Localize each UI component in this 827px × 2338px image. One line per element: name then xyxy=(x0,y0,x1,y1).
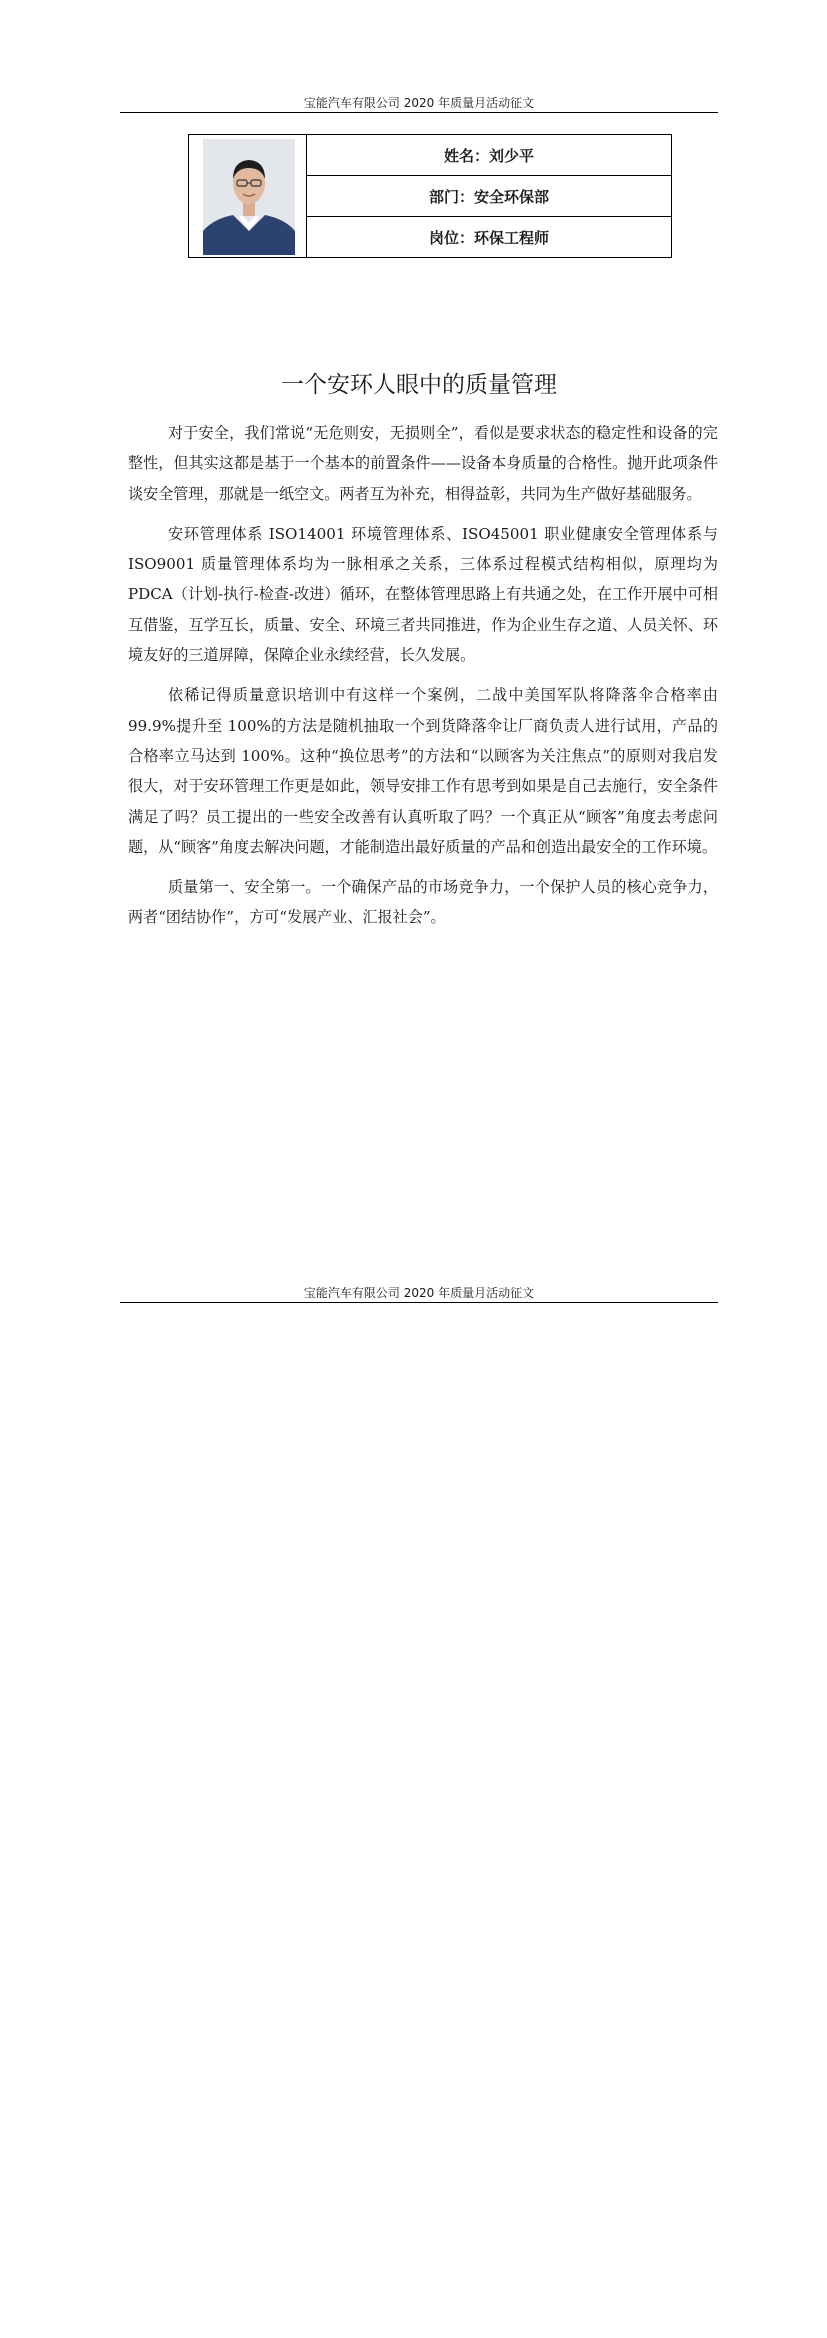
header-rule xyxy=(120,112,718,113)
paragraph-1: 对于安全，我们常说“无危则安，无损则全”，看似是要求状态的稳定性和设备的完整性，但其实这都是基于一个基本的前置条件——设备本身质量的合格性。抛开此项条件谈安全管理，那就是一纸空文。两者互为补充，相得益彰，共同为生产做好基础服务。 xyxy=(128,424,718,503)
portrait-photo xyxy=(203,139,295,255)
profile-info xyxy=(307,135,671,257)
paragraph-3: 依稀记得质量意识培训中有这样一个案例，二战中美国军队将降落伞合格率由 99.9%提升至 100%的方法是随机抽取一个到货降落伞让厂商负责人进行试用，产品的合格率立马达到 100%。这种“换位思考”的方法和“以顾客为关注焦点”的原则对我启发很大，对于安环管理工作更是如此，领导安排工作有思考到如果是自己去施行，安全条件满足了吗？员工提出的一些安全改善有认真听取了吗？一个真正从“顾客”角度去考虑问题，从“顾客”角度去解决问题，才能制造出最好质量的产品和创造出最安全的工作环境。 xyxy=(128,686,718,856)
name-field: 姓名：刘少平 xyxy=(443,146,534,165)
paragraph-4: 质量第一、安全第一。一个确保产品的市场竞争力，一个保护人员的核心竞争力，两者“团结协作”，方可“发展产业、汇报社会”。 xyxy=(128,878,718,927)
department-field: 部门：安全环保部 xyxy=(307,175,671,216)
paragraph-2: 安环管理体系 ISO14001 环境管理体系、ISO45001 职业健康安全管理体系与 ISO9001 质量管理体系均为一脉相承之关系，三体系过程模式结构相似，原理均为 PDCA（计划-执行-检查-改进）循环，在整体管理思路上有共通之处，在工作开展中可相互借鉴，互学互长，质量、安全、环境三者共同推进，作为企业生存之道、人员关怀、环境友好的三道屏障，保障企业永续经营，长久发展。 xyxy=(128,524,718,665)
photo-cell xyxy=(189,135,307,257)
position-field: 岗位：环保工程师 xyxy=(307,216,671,257)
article-body xyxy=(128,418,718,943)
page-header: 宝能汽车有限公司 2020 年质量月活动征文 xyxy=(303,96,535,110)
profile-table xyxy=(188,134,672,258)
page-footer: 宝能汽车有限公司 2020 年质量月活动征文 xyxy=(303,1286,535,1300)
footer-rule xyxy=(120,1302,718,1303)
article-title: 一个安环人眼中的质量管理 xyxy=(281,372,557,398)
